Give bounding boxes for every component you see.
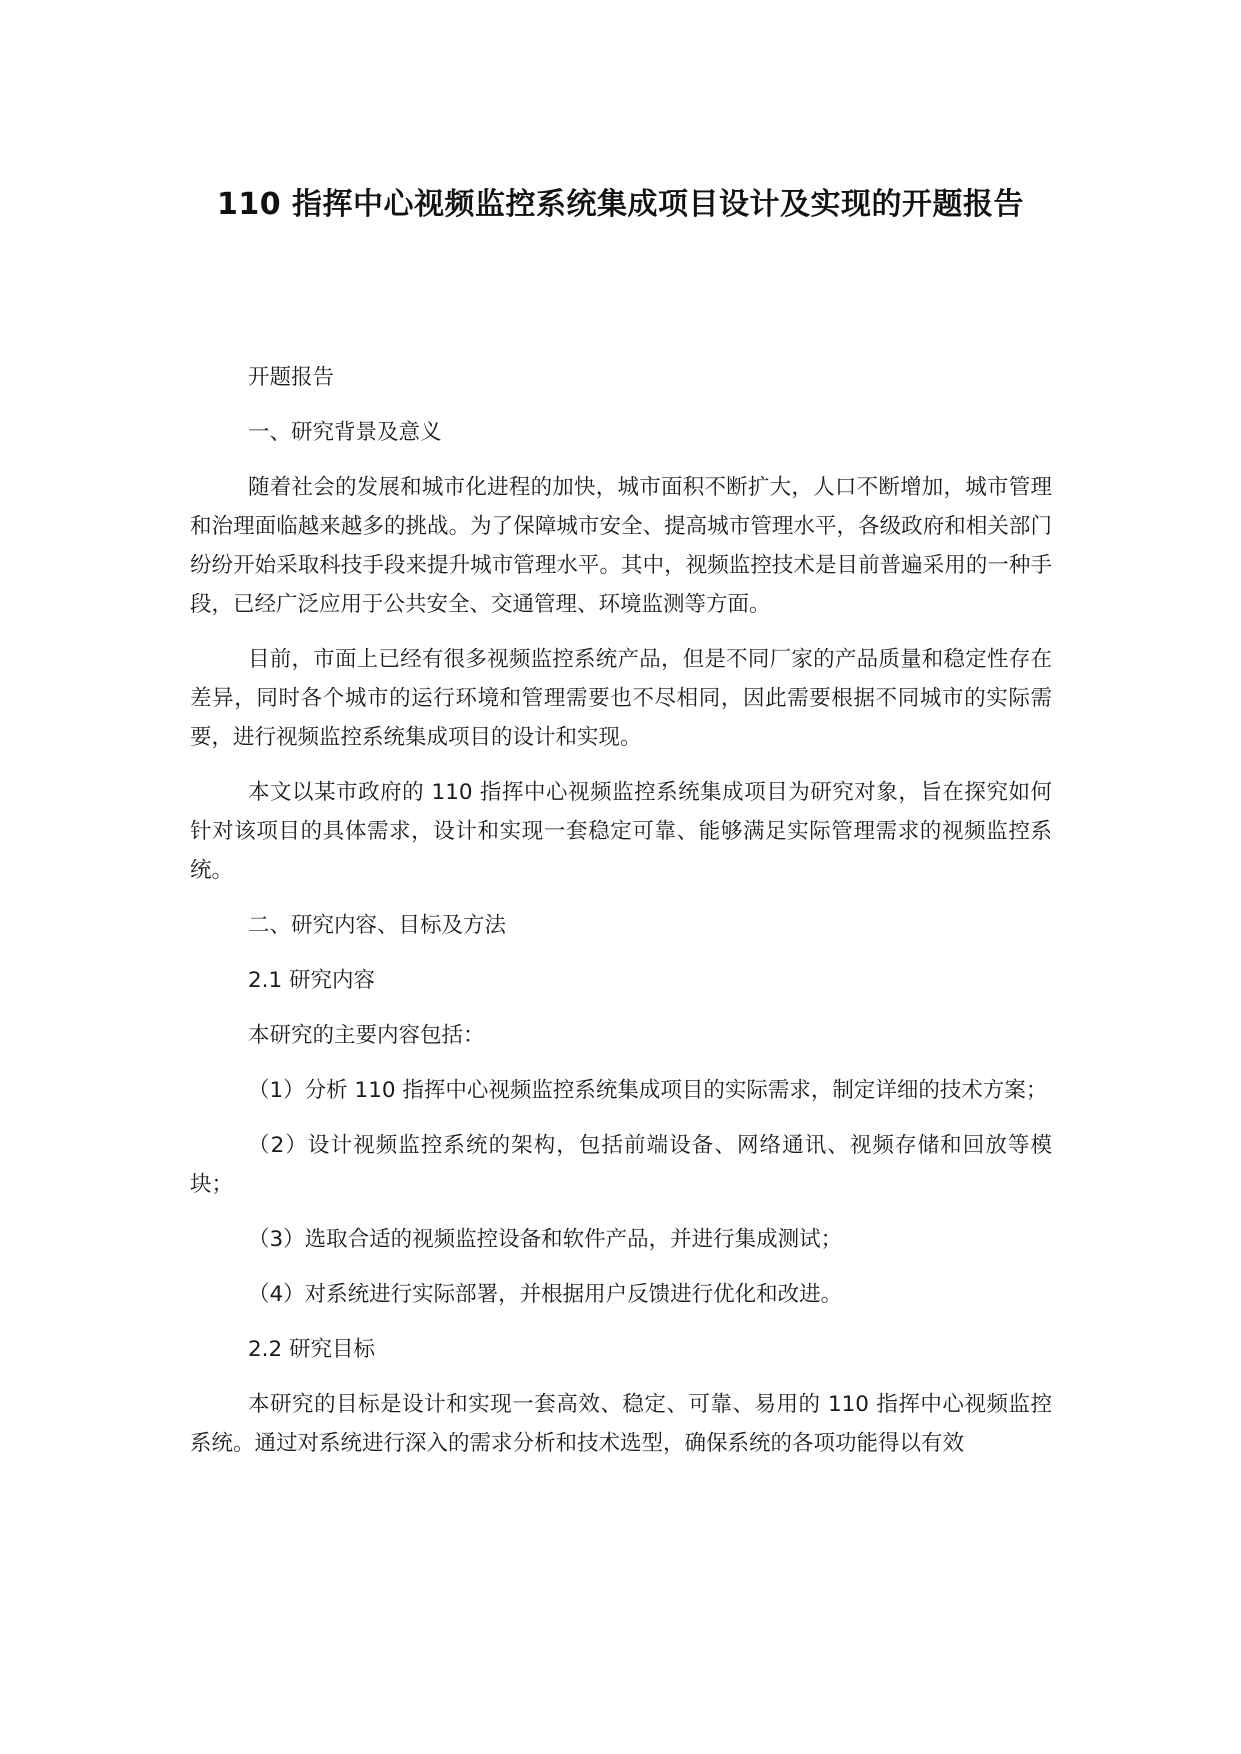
list-item: （4）对系统进行实际部署，并根据用户反馈进行优化和改进。: [248, 1282, 843, 1307]
subsection-heading-content: 2.1 研究内容: [248, 968, 376, 993]
report-label: 开题报告: [248, 365, 335, 390]
section-heading-background: 一、研究背景及意义: [248, 420, 442, 445]
paragraph: 本研究的目标是设计和实现一套高效、稳定、可靠、易用的 110 指挥中心视频监控系统。通过对系统进行深入的需求分析和技术选型，确保系统的各项功能得以有效: [190, 1392, 1052, 1456]
section-heading-content: 二、研究内容、目标及方法: [248, 913, 507, 938]
document-title: 110 指挥中心视频监控系统集成项目设计及实现的开题报告: [216, 187, 1025, 222]
subsection-heading-goals: 2.2 研究目标: [248, 1337, 376, 1362]
paragraph: 随着社会的发展和城市化进程的加快，城市面积不断扩大，人口不断增加，城市管理和治理面临越来越多的挑战。为了保障城市安全、提高城市管理水平，各级政府和相关部门纷纷开始采取科技手段来提升城市管理水平。其中，视频监控技术是目前普遍采用的一种手段，已经广泛应用于公共安全、交通管理、环境监测等方面。: [190, 475, 1052, 617]
content-intro: 本研究的主要内容包括：: [248, 1023, 485, 1048]
paragraph: 本文以某市政府的 110 指挥中心视频监控系统集成项目为研究对象，旨在探究如何针对该项目的具体需求，设计和实现一套稳定可靠、能够满足实际管理需求的视频监控系统。: [190, 780, 1052, 883]
paragraph: 目前，市面上已经有很多视频监控系统产品，但是不同厂家的产品质量和稳定性存在差异，同时各个城市的运行环境和管理需要也不尽相同，因此需要根据不同城市的实际需要，进行视频监控系统集成项目的设计和实现。: [190, 647, 1052, 750]
list-item: （1）分析 110 指挥中心视频监控系统集成项目的实际需求，制定详细的技术方案；: [248, 1078, 1048, 1103]
list-item: （2）设计视频监控系统的架构，包括前端设备、网络通讯、视频存储和回放等模块；: [190, 1133, 1052, 1197]
document-body: [190, 358, 1052, 1479]
list-item: （3）选取合适的视频监控设备和软件产品，并进行集成测试；: [248, 1227, 843, 1252]
